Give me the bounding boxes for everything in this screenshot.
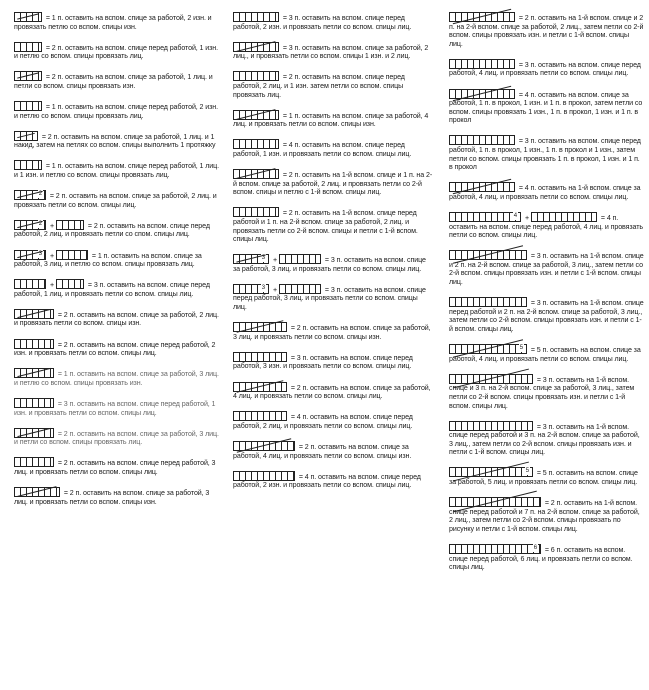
legend-text: = 1 п. оставить на вспом. спице за работой, 3 лиц. и петлю со вспом. спицы провязать изн.: [14, 370, 219, 387]
stitch-symbol-icon: [233, 352, 287, 362]
legend-entry: [449, 497, 644, 533]
stitch-symbol-icon: [14, 428, 54, 438]
stitch-symbol-icon: [14, 398, 54, 408]
legend-text: = 3 п. оставить на вспом. спице перед работой, 1 изн. и провязать петли со вспом. спицы лиц.: [14, 399, 216, 417]
symbol-number: 3: [261, 284, 265, 291]
symbol-number: 3: [38, 250, 42, 257]
legend-text: = 3 п. оставить на 1-й вспом. спице перед работой и 3 п. на 2-й вспом. спице за работой, 3 лиц., затем петли со 2-й вспом. спицы провязать изн. и петли с 1-й вспом. спицы лиц.: [449, 422, 640, 457]
legend-entry: [14, 101, 219, 120]
legend-text: = 2 п. оставить на вспом. спице перед работой, 2 лиц. и 1 изн. затем петли со вспом. спицы провязать лиц.: [233, 73, 405, 99]
legend-entry: [449, 59, 644, 78]
legend-entry: [449, 297, 644, 333]
legend-column-2: [233, 12, 433, 500]
legend-entry: [14, 12, 219, 31]
stitch-symbol-icon: [233, 71, 279, 81]
stitch-symbol-icon: [56, 279, 84, 289]
legend-entry: [14, 42, 219, 61]
legend-text: = 2 п. оставить на вспом. спице перед работой, 3 лиц. и провязать петли со вспом. спицы лиц.: [14, 459, 216, 476]
legend-text: = 2 п. оставить на вспом. спице за работой, 1 лиц. и 1 накид, затем на петлях со вспом. спицы выполнить 1 протяжку: [14, 132, 216, 150]
plus-sign: +: [273, 285, 278, 294]
legend-text: = 3 п. оставить на вспом. спице перед работой, 3 изн. и провязать петли со вспом. спицы лиц.: [233, 353, 413, 371]
legend-entry: [449, 344, 644, 363]
legend-entry: [449, 182, 644, 201]
legend-text: = 3 п. оставить на вспом. спице перед работой, 1 п. в прокол, 1 изн., 1 п. в прокол и 1 изн., затем петли со вспом. спицы провязать 1 п. в прокол, 1 изн. и 1 п. в прокол: [449, 137, 641, 172]
legend-text: = 3 п. оставить на 1-й вспом. спице и 2 п. на 2-й вспом. спице за работой, 3 лиц., затем петли со 2-й вспом. спицы провязать изн. и петли с 1-й вспом. спицы лиц.: [449, 252, 644, 287]
symbol-number: 2: [38, 220, 42, 227]
legend-entry: [233, 382, 433, 401]
legend-entry: [14, 220, 219, 239]
legend-entry: [233, 207, 433, 243]
stitch-symbol-icon: [14, 12, 42, 22]
stitch-symbol-icon: [233, 322, 287, 332]
legend-entry: [14, 339, 219, 358]
stitch-symbol-icon: [14, 101, 42, 111]
legend-text: = 5 п. оставить на вспом. спице за работой, 4 лиц. и провязать петли со вспом. спицы лиц.: [449, 346, 641, 363]
stitch-symbol-icon: [14, 457, 54, 467]
legend-text: = 3 п. оставить на 1-й вспом. спице перед работой и 2 п. на 2-й вспом. спице за работой, 3 лиц., затем петли со 2-й вспом. спицы провязать изн. и петли с 1-й вспом. спицы лиц.: [449, 299, 644, 333]
stitch-symbol-icon: [531, 212, 597, 222]
stitch-symbol-icon: [14, 190, 46, 200]
stitch-symbol-icon: [449, 421, 533, 431]
legend-text: = 4 п. оставить на вспом. спице перед работой, 4 лиц. и провязать петли со вспом. спицы лиц.: [449, 214, 643, 240]
legend-entry: [14, 487, 219, 506]
legend-text: = 6 п. оставить на вспом. спице перед работой, 6 лиц. и провязать петли со вспом. спицы лиц.: [449, 546, 633, 572]
symbol-number: 2: [38, 191, 42, 198]
legend-entry: [233, 254, 433, 273]
stitch-symbol-icon: [233, 382, 287, 392]
stitch-symbol-icon: [449, 212, 521, 222]
legend-column-1: [14, 12, 219, 517]
stitch-symbol-icon: [14, 220, 46, 230]
stitch-symbol-icon: [14, 71, 42, 81]
legend-entry: [14, 190, 219, 209]
legend-entry: [14, 71, 219, 90]
stitch-symbol-icon: [449, 497, 541, 507]
legend-text: = 2 п. оставить на вспом. спице за работой, 1 лиц. и петли со вспом. спицы провязать изн.: [14, 73, 213, 90]
legend-entry: [14, 250, 219, 269]
legend-text: = 2 п. оставить на вспом. спице за работой, 2 лиц. и провязать петли со вспом. спицы лиц.: [14, 192, 217, 209]
stitch-symbol-icon: [233, 207, 279, 217]
legend-entry: [14, 398, 219, 417]
stitch-symbol-icon: [449, 544, 541, 554]
legend-entry: [449, 467, 644, 486]
legend-entry: [449, 212, 644, 240]
legend-entry: [14, 368, 219, 387]
legend-text: = 2 п. оставить на 1-й вспом. спице и 2 п. на 2-й вспом. спице за работой, 2 лиц., затем петли со 2-й вспом. спицы провязать изн. и петли с 1-й вспом. спицы лиц.: [449, 14, 644, 48]
legend-text: = 2 п. оставить на вспом. спице перед работой, 2 лиц. и провязать петли со спом. спицы лиц.: [14, 221, 210, 239]
stitch-symbol-icon: [14, 339, 54, 349]
stitch-symbol-icon: [449, 59, 515, 69]
legend-entry: [14, 428, 219, 447]
stitch-symbol-icon: [233, 42, 279, 52]
stitch-symbol-icon: [14, 42, 42, 52]
legend-text: = 3 п. оставить на 1-й вспом. спице и 3 п. на 2-й вспом. спице за работой, 3 лиц., затем петли со 2-й вспом. спицы провязать изн. и петли с 1-й вспом. спицы лиц.: [449, 375, 635, 410]
legend-entry: [233, 352, 433, 371]
legend-text: = 3 п. оставить на вспом. спице за работой, 3 лиц. и провязать петли со вспом. спицы лиц.: [233, 256, 426, 273]
legend-text: = 3 п. оставить на вспом. спице перед работой, 3 лиц. и провязать петли со вспом. спицы лиц.: [233, 285, 426, 312]
legend-text: = 2 п. оставить на вспом. спице за работой, 3 лиц. и петли со вспом. спицы провязать лиц.: [14, 429, 219, 447]
legend-entry: [233, 169, 433, 197]
legend-text: = 2 п. оставить на 1-й вспом. спице перед работой и 1 п. на 2-й вспом. спице за работой, 2 лиц. и провязать петли со 2-й вспом. спицы и петли с 1-й вспом. спицы лиц.: [233, 209, 418, 244]
symbol-number: 4: [513, 213, 517, 219]
stitch-symbol-icon: [279, 254, 321, 264]
legend-text: = 3 п. оставить на вспом. спице за работой, 2 лиц., и провязать петли со вспом. спицы 1 изн. и 2 лиц.: [233, 43, 429, 61]
stitch-symbol-icon: [233, 471, 295, 481]
legend-text: = 2 п. оставить на вспом. спице за работой, 3 лиц. и провязать петли со вспом. спицы изн.: [233, 324, 431, 341]
legend-text: = 4 п. оставить на вспом. спице перед работой, 2 изн. и провязать петли со вспом. спицы лиц.: [233, 472, 421, 490]
plus-sign: +: [50, 251, 55, 260]
stitch-symbol-icon: [56, 220, 84, 230]
stitch-symbol-icon: [14, 279, 46, 289]
stitch-symbol-icon: [233, 169, 279, 179]
symbol-number: 6: [533, 545, 537, 552]
legend-entry: [233, 441, 433, 460]
stitch-symbol-icon: [233, 411, 287, 421]
legend-text: = 4 п. оставить на 1-й вспом. спице за работой, 4 лиц. и провязать петли со вспом. спицы лиц.: [449, 184, 641, 201]
legend-entry: [233, 471, 433, 490]
legend-text: = 2 п. оставить на 1-й вспом. спице перед работой и 7 п. на 2-й вспом. спице за работой, 2 лиц., затем петли со 2-й вспом. спицы провязать по рисунку и петли с 1-й вспом. спицы лиц.: [449, 499, 640, 533]
legend-entry: [233, 110, 433, 129]
stitch-symbol-icon: [449, 297, 527, 307]
stitch-symbol-icon: [449, 182, 515, 192]
stitch-symbol-icon: [449, 135, 515, 145]
legend-entry: [449, 374, 644, 410]
legend-entry: [14, 279, 219, 298]
stitch-symbol-icon: [233, 284, 269, 294]
legend-entry: [449, 250, 644, 286]
stitch-symbol-icon: [233, 110, 279, 120]
stitch-symbol-icon: [449, 250, 527, 260]
legend-text: = 2 п. оставить на вспом. спице за работой, 3 лиц. и провязать петли со вспом. спицы изн.: [14, 489, 210, 506]
legend-entry: [14, 160, 219, 179]
stitch-symbol-icon: [14, 309, 54, 319]
stitch-symbol-icon: [233, 12, 279, 22]
symbol-number: 5: [519, 345, 523, 352]
legend-entry: [233, 322, 433, 341]
legend-entry: [449, 135, 644, 171]
legend-entry: [233, 42, 433, 61]
legend-text: = 2 п. оставить на вспом. спице за работой, 2 лиц. и провязать петли со вспом. спицы изн.: [14, 310, 219, 328]
legend-entry: [233, 12, 433, 31]
symbol-number: 5: [525, 468, 529, 475]
legend-text: = 3 п. оставить на вспом. спице перед работой, 2 изн. и провязать петли со вспом. спицы лиц.: [233, 14, 412, 31]
plus-sign: +: [50, 281, 55, 290]
stitch-symbol-icon: [279, 284, 321, 294]
legend-column-3: [449, 12, 644, 582]
legend-entry: [14, 131, 219, 150]
legend-entry: [233, 139, 433, 158]
legend-text: = 2 п. оставить на вспом. спице перед работой, 2 изн. и провязать петли со вспом. спицы лиц.: [14, 340, 216, 358]
stitch-symbol-icon: [14, 160, 42, 170]
legend-text: = 4 п. оставить на вспом. спице перед работой, 2 лиц. и провязать петли со вспом. спицы лиц.: [233, 413, 413, 430]
legend-text: = 4 п. оставить на вспом. спице перед работой, 1 изн. и провязать петли со вспом. спицы лиц.: [233, 141, 412, 158]
legend-text: = 1 п. оставить на вспом. спице за работой, 3 лиц. и петлю со вспом. спицы провязать лиц.: [14, 251, 202, 269]
legend-text: = 2 п. оставить на вспом. спице за работой, 4 лиц. и провязать петли со вспом. спицы изн.: [233, 442, 412, 460]
legend-text: = 4 п. оставить на вспом. спице за работой, 1 п. в прокол, 1 изн. и 1 п. в прокол, затем петли со вспом. спицы провязать 1 изн., 1 п. в прокол, 1 изн. и 1 п. в прокол: [449, 90, 643, 125]
legend-entry: [233, 71, 433, 99]
legend-text: = 3 п. оставить на вспом. спице перед работой, 4 лиц. и провязать петли со вспом. спицы лиц.: [449, 60, 641, 78]
legend-entry: [233, 411, 433, 430]
legend-entry: [14, 457, 219, 476]
stitch-symbol-icon: [56, 250, 88, 260]
legend-text: = 1 п. оставить на вспом. спице за работой, 4 лиц. и провязать петли со вспом. спицы изн.: [233, 111, 429, 129]
legend-entry: [449, 89, 644, 125]
stitch-symbol-icon: [233, 441, 295, 451]
plus-sign: +: [50, 221, 55, 230]
legend-entry: [233, 284, 433, 312]
legend-entry: [449, 421, 644, 457]
legend-text: = 2 п. оставить на 1-й вспом. спице и 1 п. на 2-й вспом. спице за работой, 2 лиц. и провязать петли со 2-й вспом. спицы и петлю с 1-й вспом. спицы лиц.: [233, 171, 433, 197]
legend-text: = 1 п. оставить на вспом. спице за работой, 2 изн. и провязать петлю со вспом. спицы изн.: [14, 14, 212, 31]
stitch-symbol-icon: [233, 254, 269, 264]
stitch-symbol-icon: [449, 12, 515, 22]
legend-text: = 2 п. оставить на вспом. спице за работой, 4 лиц. и провязать петли со вспом. спицы лиц.: [233, 383, 431, 401]
stitch-symbol-icon: [449, 374, 533, 384]
stitch-symbol-icon: [233, 139, 279, 149]
stitch-symbol-icon: [449, 467, 533, 477]
stitch-symbol-icon: [14, 487, 60, 497]
legend-entry: [14, 309, 219, 328]
legend-text: = 1 п. оставить на вспом. спице перед работой, 2 изн. и петлю со вспом. спицы провязать лиц.: [14, 103, 218, 120]
legend-entry: [449, 12, 644, 48]
stitch-symbol-icon: [449, 344, 527, 354]
legend-text: = 1 п. оставить на вспом. спице перед работой, 1 лиц. и 1 изн. и петлю со вспом. спицы провязать лиц.: [14, 162, 220, 180]
legend-text: = 5 п. оставить на вспом. спице за работой, 5 лиц. и провязать петли со вспом. спицы лиц.: [449, 469, 638, 487]
legend-text: = 2 п. оставить на вспом. спице перед работой, 1 изн. и петлю со вспом. спицы провязать лиц.: [14, 43, 218, 61]
stitch-symbol-icon: [449, 89, 515, 99]
legend-entry: [449, 544, 644, 572]
plus-sign: +: [273, 256, 278, 265]
plus-sign: +: [525, 214, 530, 222]
symbol-number: 3: [261, 255, 265, 262]
stitch-symbol-icon: [14, 250, 46, 260]
stitch-symbol-icon: [14, 131, 38, 141]
legend-text: = 3 п. оставить на вспом. спице перед работой, 1 лиц. и провязать петли со вспом. спицы лиц.: [14, 281, 210, 298]
stitch-symbol-icon: [14, 368, 54, 378]
